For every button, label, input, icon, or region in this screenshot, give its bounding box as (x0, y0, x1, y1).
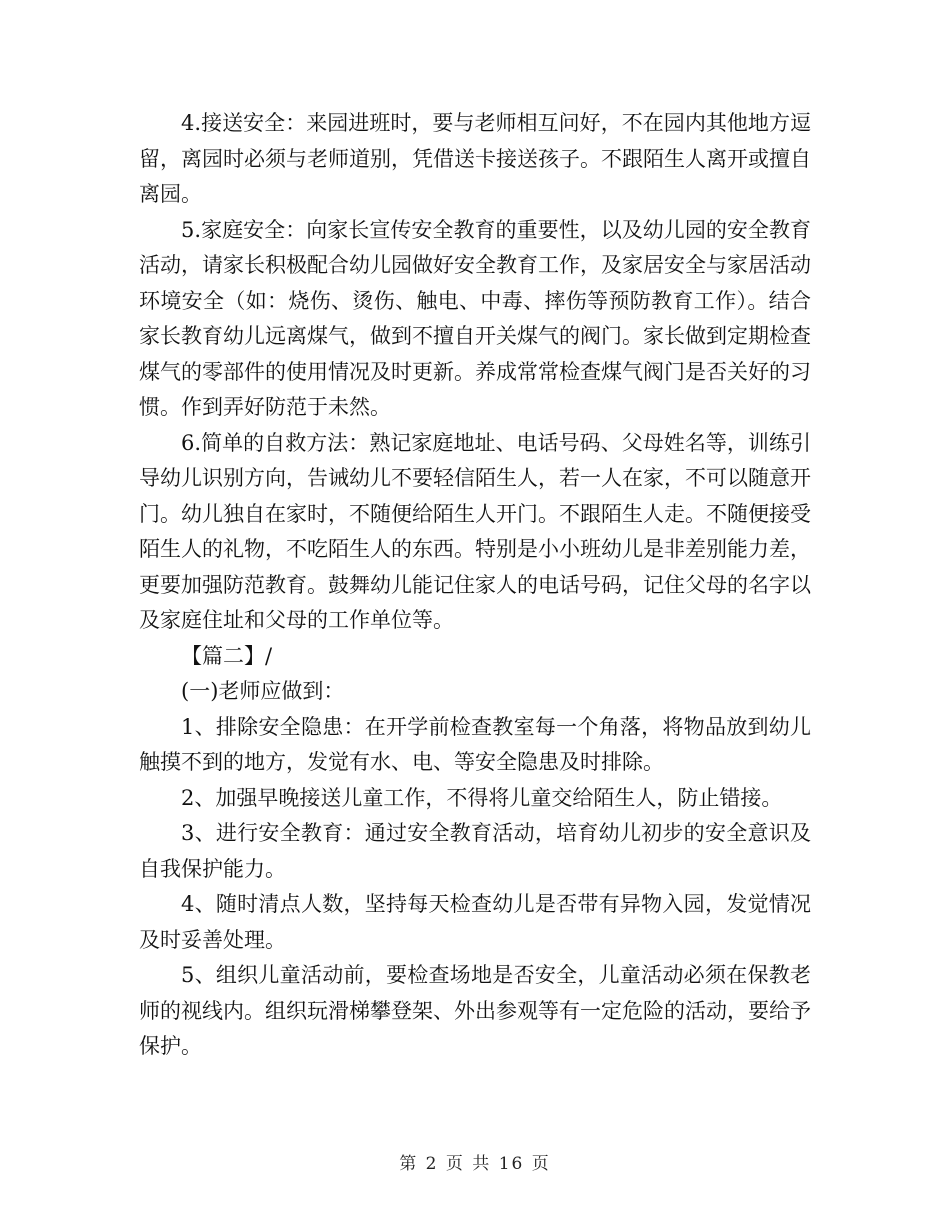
subheading-teacher-duties: (一)老师应做到： (181, 679, 345, 703)
paragraph-self-rescue: 6.简单的自救方法：熟记家庭地址、电话号码、父母姓名等，训练引导幼儿识别方向，告诫幼儿不要轻信陌生人，若一人在家，不可以随意开门。幼儿独自在家时，不随便给陌生人开门。不跟陌生人走。不随便接受陌生人的礼物，不吃陌生人的东西。特别是小小班幼儿是非差别能力差，更要加强防范教育。鼓舞幼儿能记住家人的电话号码，记住父母的名字以及家庭住址和父母的工作单位等。 (139, 430, 811, 632)
paragraph-home-safety: 5.家庭安全：向家长宣传安全教育的重要性，以及幼儿园的安全教育活动，请家长积极配合幼儿园做好安全教育工作，及家居安全与家居活动环境安全（如：烧伤、烫伤、触电、中毒、摔伤等预防教育工作）。结合家长教育幼儿远离煤气，做到不擅自开关煤气的阀门。家长做到定期检查煤气的零部件的使用情况及时更新。养成常常检查煤气阀门是否关好的习惯。作到弄好防范于未然。 (139, 217, 811, 419)
page-number-footer: 第 2 页 共 16 页 (399, 1154, 551, 1174)
paragraph-item-5: 5、组织儿童活动前，要检查场地是否安全，儿童活动必须在保教老师的视线内。组织玩滑梯攀登架、外出参观等有一定危险的活动，要给予保护。 (139, 963, 811, 1058)
paragraph-item-2: 2、加强早晚接送儿童工作，不得将儿童交给陌生人，防止错接。 (181, 785, 783, 810)
document-body (139, 106, 811, 1065)
paragraph-item-4: 4、随时清点人数，坚持每天检查幼儿是否带有异物入园，发觉情况及时妥善处理。 (139, 892, 811, 952)
paragraph-pickup-safety: 4.接送安全：来园进班时，要与老师相互问好，不在园内其他地方逗留，离园时必须与老师道别，凭借送卡接送孩子。不跟陌生人离开或擅自离园。 (139, 111, 811, 206)
paragraph-item-1: 1、排除安全隐患：在开学前检查教室每一个角落，将物品放到幼儿触摸不到的地方，发觉有水、电、等安全隐患及时排除。 (139, 714, 811, 774)
section-heading-part-two: 【篇二】/ (181, 643, 273, 668)
paragraph-item-3: 3、进行安全教育：通过安全教育活动，培育幼儿初步的安全意识及自我保护能力。 (139, 821, 811, 881)
